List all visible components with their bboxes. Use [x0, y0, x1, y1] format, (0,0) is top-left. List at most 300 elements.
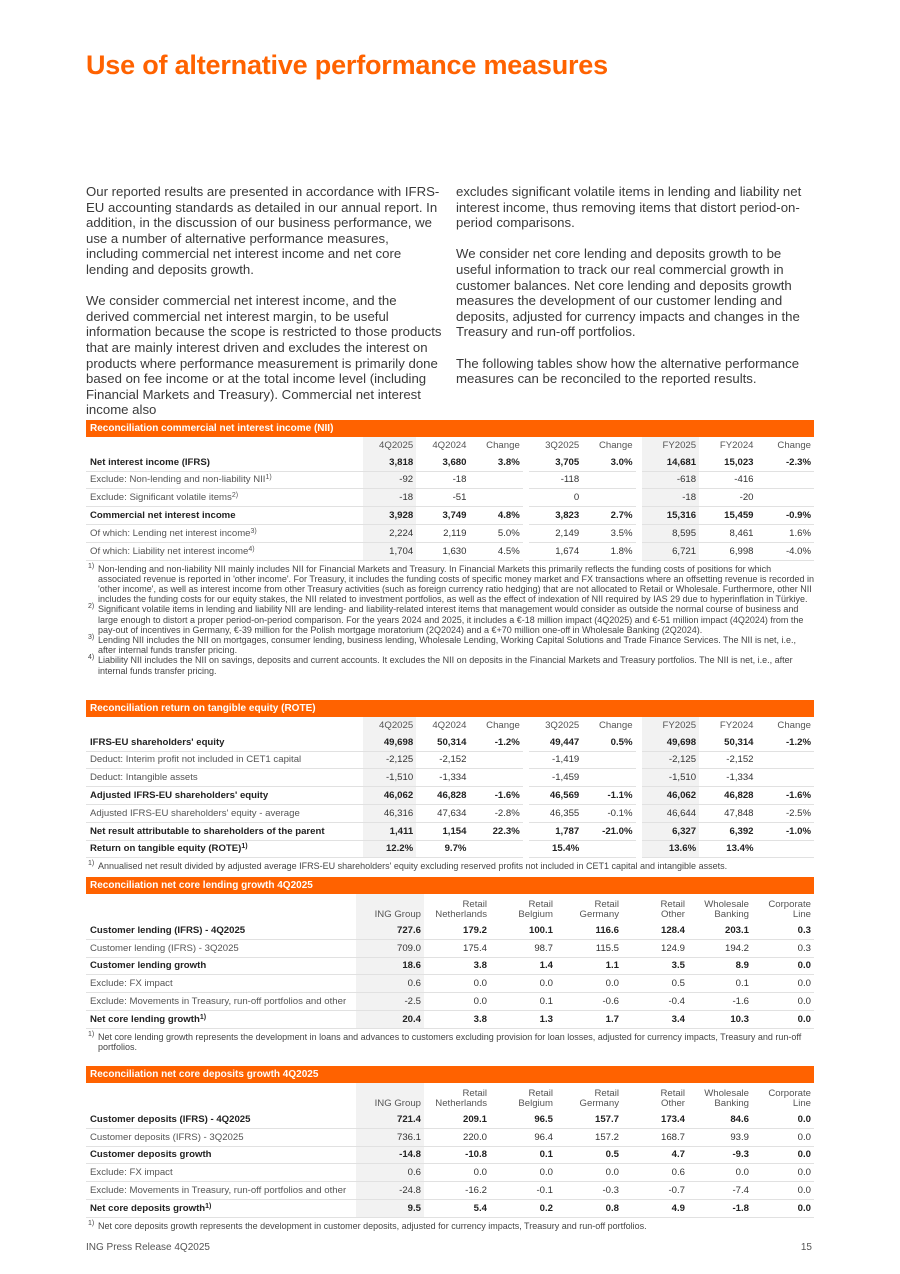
row-label — [86, 489, 363, 507]
table-cell: 49,698 — [642, 734, 699, 751]
table-cell: 50,314 — [699, 734, 756, 751]
row-label — [86, 939, 356, 957]
table-cell: -2.5% — [757, 804, 815, 822]
table-row — [86, 524, 814, 542]
table-cell: 0 — [529, 489, 582, 507]
column-header: 4Q2025 — [363, 437, 416, 454]
footnote-ref: 4) — [248, 545, 255, 553]
table-row — [86, 939, 814, 957]
column-header: FY2025 — [642, 717, 699, 734]
table-cell: 15,459 — [699, 507, 756, 525]
table-cell — [469, 751, 522, 769]
table-cell: -618 — [642, 471, 699, 489]
row-label — [86, 454, 363, 471]
row-label-text: Exclude: FX impact — [90, 978, 173, 990]
table-cell: 1,630 — [416, 542, 469, 560]
row-label-text: Commercial net interest income — [90, 510, 236, 522]
table-cell: 0.5% — [582, 734, 635, 751]
row-label — [86, 1199, 356, 1217]
column-header: FY2024 — [719, 719, 754, 731]
header-row — [86, 894, 814, 922]
row-label-text: Return on tangible equity (ROTE) — [90, 843, 242, 855]
row-label — [86, 471, 363, 489]
table-cell: 0.0 — [752, 1182, 814, 1200]
table-cell: 0.0 — [752, 1111, 814, 1128]
table-cell: 1.3 — [490, 1010, 556, 1028]
table-cell: -416 — [699, 471, 756, 489]
table-row — [86, 769, 814, 787]
table-cell: -1,334 — [699, 769, 756, 787]
table-row — [86, 922, 814, 939]
table-cell: -2.3% — [757, 454, 815, 471]
table-cell: 0.0 — [424, 975, 490, 993]
table-cell: 4.8% — [469, 507, 522, 525]
table-cell: 100.1 — [490, 922, 556, 939]
table-cell: 0.1 — [490, 1146, 556, 1164]
column-header-line: Banking — [714, 909, 749, 920]
column-header: Change — [486, 439, 520, 451]
column-header-line: Retail — [462, 899, 487, 910]
table-cell: 1.8% — [582, 542, 635, 560]
table-cell: 3.5 — [622, 957, 688, 975]
table-cell: 6,392 — [699, 822, 756, 840]
footnote-number: 4) — [88, 654, 95, 662]
table-cell: 727.6 — [356, 922, 424, 939]
footnote — [86, 1032, 814, 1052]
header-row — [86, 437, 814, 454]
table-cell: -1.1% — [582, 787, 635, 805]
table-cell: -1,334 — [416, 769, 469, 787]
table-cell: 5.4 — [424, 1199, 490, 1217]
row-label — [86, 542, 363, 560]
table-title: Reconciliation commercial net interest income (NII) — [86, 420, 814, 437]
table-cell: -0.4 — [622, 993, 688, 1011]
table-cell: -18 — [642, 489, 699, 507]
table-cell: 115.5 — [556, 939, 622, 957]
row-label — [86, 769, 363, 787]
table-cell: -0.3 — [556, 1182, 622, 1200]
table-cell: 0.1 — [490, 993, 556, 1011]
footnote-text: Annualised net result divided by adjusted average IFRS-EU shareholders' equity excluding reserved profits not included in CET1 capital and intangible assets. — [98, 861, 728, 872]
table-cell: -0.7 — [622, 1182, 688, 1200]
column-header-line: Wholesale — [704, 1088, 749, 1099]
table-cell: 13.4% — [699, 840, 756, 858]
table-cell: -4.0% — [757, 542, 815, 560]
intro-column-right — [456, 184, 813, 402]
row-label — [86, 975, 356, 993]
intro-paragraph: Our reported results are presented in accordance with IFRS-EU accounting standards as detailed in our annual report. In addition, in the discussion of our business performance, we use a number of alternative performance measures, including commercial net interest income and net core lending and deposits growth. — [86, 184, 440, 277]
table-cell: 721.4 — [356, 1111, 424, 1128]
column-header-line: Netherlands — [435, 909, 487, 920]
column-header-line: Banking — [714, 1098, 749, 1109]
table-cell: 0.6 — [622, 1164, 688, 1182]
column-header: 3Q2025 — [545, 439, 580, 451]
table-cell: 0.3 — [752, 939, 814, 957]
table-cell: 1.7 — [556, 1010, 622, 1028]
table-cell: -1.6% — [469, 787, 522, 805]
table-cell: 0.0 — [752, 1164, 814, 1182]
table-cell: 175.4 — [424, 939, 490, 957]
row-label-text: Net result attributable to shareholders of the parent — [90, 825, 325, 837]
table-title: Reconciliation return on tangible equity (ROTE) — [86, 700, 814, 717]
table-cell: 203.1 — [688, 922, 752, 939]
footnote — [86, 635, 814, 655]
table-cell: 1,674 — [529, 542, 582, 560]
column-header: Change — [486, 719, 520, 731]
table-cell: 15.4% — [529, 840, 582, 858]
row-label-text: IFRS-EU shareholders' equity — [90, 736, 225, 748]
table-cell: 3,928 — [363, 507, 416, 525]
table-cell: 8,595 — [642, 524, 699, 542]
footnote-number: 1) — [88, 562, 95, 570]
table-cell: 0.0 — [490, 975, 556, 993]
table-row — [86, 787, 814, 805]
table-cell: 0.5 — [556, 1146, 622, 1164]
table-cell: 15,023 — [699, 454, 756, 471]
table-cell — [469, 489, 522, 507]
table-cell: -2.8% — [469, 804, 522, 822]
table-cell: -1,510 — [642, 769, 699, 787]
data-table — [86, 717, 814, 858]
row-label-text: Deduct: Interim profit not included in CET1 capital — [90, 754, 302, 766]
table-cell: 47,634 — [416, 804, 469, 822]
table-cell: 9.5 — [356, 1199, 424, 1217]
table-cell: -51 — [416, 489, 469, 507]
table-cell: 46,062 — [363, 787, 416, 805]
footnote-number: 1) — [88, 1219, 95, 1227]
table-cell: 6,721 — [642, 542, 699, 560]
data-table — [86, 894, 814, 1029]
table-cell: 0.5 — [622, 975, 688, 993]
table-cell: -18 — [363, 489, 416, 507]
row-label — [86, 524, 363, 542]
intro-column-left — [86, 184, 443, 434]
page-number: 15 — [800, 1242, 812, 1253]
table-cell: -21.0% — [582, 822, 635, 840]
table-cell: 2,224 — [363, 524, 416, 542]
table-commercial-nii — [86, 420, 814, 676]
column-header: FY2025 — [642, 437, 699, 454]
table-cell: 0.0 — [752, 1199, 814, 1217]
table-cell: 0.0 — [752, 1128, 814, 1146]
table-cell: 0.6 — [356, 1164, 424, 1182]
table-cell: 12.2% — [363, 840, 416, 858]
table-cell: 1,787 — [529, 822, 582, 840]
table-cell: 209.1 — [424, 1111, 490, 1128]
page-title: Use of alternative performance measures — [86, 50, 608, 80]
column-header-line: Corporate — [768, 899, 811, 910]
column-header-line: Belgium — [518, 909, 553, 920]
table-row — [86, 804, 814, 822]
footnotes — [86, 1221, 814, 1231]
table-cell: 0.6 — [356, 975, 424, 993]
table-cell: -16.2 — [424, 1182, 490, 1200]
table-cell: 3,680 — [416, 454, 469, 471]
table-cell: 84.6 — [688, 1111, 752, 1128]
row-label — [86, 1182, 356, 1200]
row-label-text: Customer lending (IFRS) - 4Q2025 — [90, 924, 246, 936]
table-title: Reconciliation net core lending growth 4Q2025 — [86, 877, 814, 894]
table-row — [86, 542, 814, 560]
table-cell: 1,154 — [416, 822, 469, 840]
footnote-ref: 1) — [205, 1202, 212, 1210]
column-header-line: Line — [792, 909, 811, 920]
table-cell: 0.1 — [688, 975, 752, 993]
table-cell — [469, 840, 522, 858]
footnote — [86, 1221, 814, 1231]
table-cell: 49,698 — [363, 734, 416, 751]
row-label-text: Net core lending growth — [90, 1013, 200, 1025]
table-cell — [582, 840, 635, 858]
table-cell: 0.0 — [752, 993, 814, 1011]
table-cell: 124.9 — [622, 939, 688, 957]
table-cell: -24.8 — [356, 1182, 424, 1200]
table-cell: 49,447 — [529, 734, 582, 751]
row-label — [86, 957, 356, 975]
row-label-text: Of which: Liability net interest income — [90, 545, 249, 557]
footnote-text: Liability NII includes the NII on savings, deposits and current accounts. It excludes the NII on deposits in the Financial Markets and Treasury portfolios. The NII is net, i.e., after internal funds transfer pricing. — [98, 655, 793, 676]
column-header — [688, 894, 752, 922]
intro-paragraph: We consider net core lending and deposits growth to be useful information to track our real commercial growth in customer balances. Net core lending and deposits growth measures the development of our customer lending and deposits, adjusted for currency impacts and changes in the Treasury and run-off portfolios. — [456, 246, 800, 340]
row-label — [86, 507, 363, 525]
header-cell — [86, 717, 363, 734]
column-header — [556, 1083, 622, 1111]
table-cell: -2,152 — [416, 751, 469, 769]
footnote-number: 1) — [88, 860, 95, 868]
table-cell: 3,705 — [529, 454, 582, 471]
table-cell: -1.2% — [757, 734, 815, 751]
table-cell: 220.0 — [424, 1128, 490, 1146]
footnote — [86, 564, 814, 605]
table-row — [86, 1128, 814, 1146]
column-header: 4Q2024 — [432, 439, 467, 451]
table-cell: 3.8 — [424, 957, 490, 975]
column-header — [490, 894, 556, 922]
table-cell: 96.4 — [490, 1128, 556, 1146]
table-cell: 1,704 — [363, 542, 416, 560]
footnotes — [86, 564, 814, 676]
table-cell: 0.0 — [424, 1164, 490, 1182]
table-row — [86, 1182, 814, 1200]
table-row — [86, 840, 814, 858]
header-cell — [86, 894, 356, 922]
footnote — [86, 604, 814, 635]
table-cell: 46,062 — [642, 787, 699, 805]
row-label-text: Deduct: Intangible assets — [90, 772, 198, 784]
table-cell: 46,355 — [529, 804, 582, 822]
row-label-text: Customer deposits (IFRS) - 3Q2025 — [90, 1131, 244, 1143]
intro-paragraph: The following tables show how the alternative performance measures can be reconciled to the reported results. — [456, 355, 800, 387]
table-cell: 179.2 — [424, 922, 490, 939]
table-cell: 1.4 — [490, 957, 556, 975]
row-label — [86, 822, 363, 840]
table-cell: -18 — [416, 471, 469, 489]
row-label — [86, 1111, 356, 1128]
table-cell: 4.5% — [469, 542, 522, 560]
table-row — [86, 751, 814, 769]
table-cell: 157.7 — [556, 1111, 622, 1128]
column-header-line: Other — [661, 909, 685, 920]
table-cell: 0.0 — [752, 1010, 814, 1028]
table-cell: -7.4 — [688, 1182, 752, 1200]
table-cell: -1.8 — [688, 1199, 752, 1217]
table-cell: 1.1 — [556, 957, 622, 975]
table-cell: 46,828 — [416, 787, 469, 805]
table-cell: -92 — [363, 471, 416, 489]
row-label-text: Exclude: Movements in Treasury, run-off portfolios and other — [90, 996, 347, 1008]
table-cell: 20.4 — [356, 1010, 424, 1028]
column-header: Change — [777, 719, 811, 731]
table-cell — [757, 471, 815, 489]
row-label — [86, 1128, 356, 1146]
table-cell: 736.1 — [356, 1128, 424, 1146]
table-row — [86, 822, 814, 840]
table-cell: 194.2 — [688, 939, 752, 957]
column-header-line: Line — [792, 1098, 811, 1109]
row-label — [86, 993, 356, 1011]
table-cell: 0.0 — [424, 993, 490, 1011]
table-cell: -0.1% — [582, 804, 635, 822]
column-header-line: Other — [661, 1098, 685, 1109]
table-net-core-deposits — [86, 1066, 814, 1231]
table-cell: 157.2 — [556, 1128, 622, 1146]
table-cell: 0.3 — [752, 922, 814, 939]
row-label-text: Adjusted IFRS-EU shareholders' equity - average — [90, 807, 300, 819]
column-header — [356, 894, 424, 922]
table-cell: -2,152 — [699, 751, 756, 769]
table-cell — [582, 489, 635, 507]
footnote-number: 1) — [88, 1030, 95, 1038]
row-label — [86, 1010, 356, 1028]
table-title: Reconciliation net core deposits growth 4Q2025 — [86, 1066, 814, 1083]
table-cell: 128.4 — [622, 922, 688, 939]
table-cell: 0.0 — [490, 1164, 556, 1182]
table-cell: -1,419 — [529, 751, 582, 769]
table-cell: 50,314 — [416, 734, 469, 751]
table-cell: 3.0% — [582, 454, 635, 471]
row-label — [86, 751, 363, 769]
footnote — [86, 861, 814, 871]
header-cell — [86, 437, 363, 454]
row-label — [86, 804, 363, 822]
table-row — [86, 993, 814, 1011]
table-cell: 0.0 — [556, 1164, 622, 1182]
table-cell — [757, 840, 815, 858]
table-row — [86, 975, 814, 993]
row-label-text: Customer lending (IFRS) - 3Q2025 — [90, 942, 239, 954]
row-label-text: Net interest income (IFRS) — [90, 456, 210, 468]
intro-paragraph: We consider commercial net interest income, and the derived commercial net interest margin, to be useful information because the scope is restricted to those products that are mainly interest driven and excludes the interest on products where performance measurement is primarily done based on fee income or at the total income level (including Financial Markets and Treasury). Commercial net interest income also — [86, 293, 442, 418]
table-cell — [582, 769, 635, 787]
table-cell: -1.6% — [757, 787, 815, 805]
table-cell: 173.4 — [622, 1111, 688, 1128]
table-cell: 3.8% — [469, 454, 522, 471]
column-header-line: Retail — [594, 899, 619, 910]
table-cell: 8,461 — [699, 524, 756, 542]
table-cell: 9.7% — [416, 840, 469, 858]
column-header: Change — [777, 439, 811, 451]
table-cell: 1.6% — [757, 524, 815, 542]
header-cell — [86, 1083, 356, 1111]
footnote-text: Lending NII includes the NII on mortgages, consumer lending, business lending, Wholesale Lending, Working Capital Solutions and Trade Finance Services. The NII is net, i.e., after internal funds transfer pricing. — [98, 635, 797, 656]
footnote-number: 3) — [88, 634, 95, 641]
column-header-line: Belgium — [518, 1098, 553, 1109]
row-label — [86, 787, 363, 805]
table-cell: 47,848 — [699, 804, 756, 822]
row-label-text: Customer lending growth — [90, 960, 207, 972]
table-cell — [582, 751, 635, 769]
table-cell: -1,510 — [363, 769, 416, 787]
column-header-line: Germany — [579, 1098, 619, 1109]
table-cell: 18.6 — [356, 957, 424, 975]
table-cell: 2.7% — [582, 507, 635, 525]
table-cell: 168.7 — [622, 1128, 688, 1146]
table-cell: 3.5% — [582, 524, 635, 542]
column-header — [688, 1083, 752, 1111]
header-row — [86, 717, 814, 734]
row-label-text: Adjusted IFRS-EU shareholders' equity — [90, 790, 269, 802]
row-label — [86, 734, 363, 751]
footnotes — [86, 1032, 814, 1052]
table-row — [86, 734, 814, 751]
table-cell: 3,818 — [363, 454, 416, 471]
footnote-text: Significant volatile items in lending and liability NII are lending- and liability-related interest items that management would consider as outside the normal course of business and large enough to distort a proper period-on-period comparison. For the years 2024 and 2025, it includes a €-18 million impact (4Q2025) and €-51 million impact (4Q2024) from the pay-out of incentives in Germany, €-39 million for the Polish mortgage moratorium (2Q2024) and a €+70 million one-off in Wholesale Banking (2Q2024). — [98, 604, 804, 635]
column-header — [490, 1083, 556, 1111]
table-cell: -1.2% — [469, 734, 522, 751]
footnote-ref: 1) — [265, 474, 272, 482]
table-cell: 3.4 — [622, 1010, 688, 1028]
table-cell: -118 — [529, 471, 582, 489]
column-header — [622, 894, 688, 922]
table-cell: -1.6 — [688, 993, 752, 1011]
table-row — [86, 507, 814, 525]
column-header: 3Q2025 — [545, 719, 580, 731]
table-cell: -20 — [699, 489, 756, 507]
table-cell: 15,316 — [642, 507, 699, 525]
table-cell: 0.0 — [556, 975, 622, 993]
row-label — [86, 1146, 356, 1164]
table-cell: -2.5 — [356, 993, 424, 1011]
table-cell: 5.0% — [469, 524, 522, 542]
column-header: Change — [598, 719, 633, 731]
table-cell: 0.0 — [752, 975, 814, 993]
table-cell: -0.1 — [490, 1182, 556, 1200]
table-cell: 10.3 — [688, 1010, 752, 1028]
table-cell: -1.0% — [757, 822, 815, 840]
table-row — [86, 471, 814, 489]
table-cell: -9.3 — [688, 1146, 752, 1164]
column-header-line: Retail — [528, 1088, 553, 1099]
column-header — [424, 1083, 490, 1111]
table-cell: 1,411 — [363, 822, 416, 840]
table-cell: 3.8 — [424, 1010, 490, 1028]
data-table — [86, 1083, 814, 1218]
column-header-line: Retail — [660, 899, 685, 910]
row-label-text: Exclude: Non-lending and non-liability NII — [90, 474, 266, 486]
table-cell — [757, 489, 815, 507]
table-cell: 4.9 — [622, 1199, 688, 1217]
table-cell: 22.3% — [469, 822, 522, 840]
table-cell: 709.0 — [356, 939, 424, 957]
column-header-line: Retail — [660, 1088, 685, 1099]
table-cell: 13.6% — [642, 840, 699, 858]
row-label-text: Customer deposits (IFRS) - 4Q2025 — [90, 1113, 251, 1125]
column-header-line: ING Group — [374, 1098, 421, 1109]
table-cell — [757, 751, 815, 769]
column-header: 4Q2024 — [432, 719, 467, 731]
column-header: Change — [598, 439, 633, 451]
table-cell: 0.8 — [556, 1199, 622, 1217]
